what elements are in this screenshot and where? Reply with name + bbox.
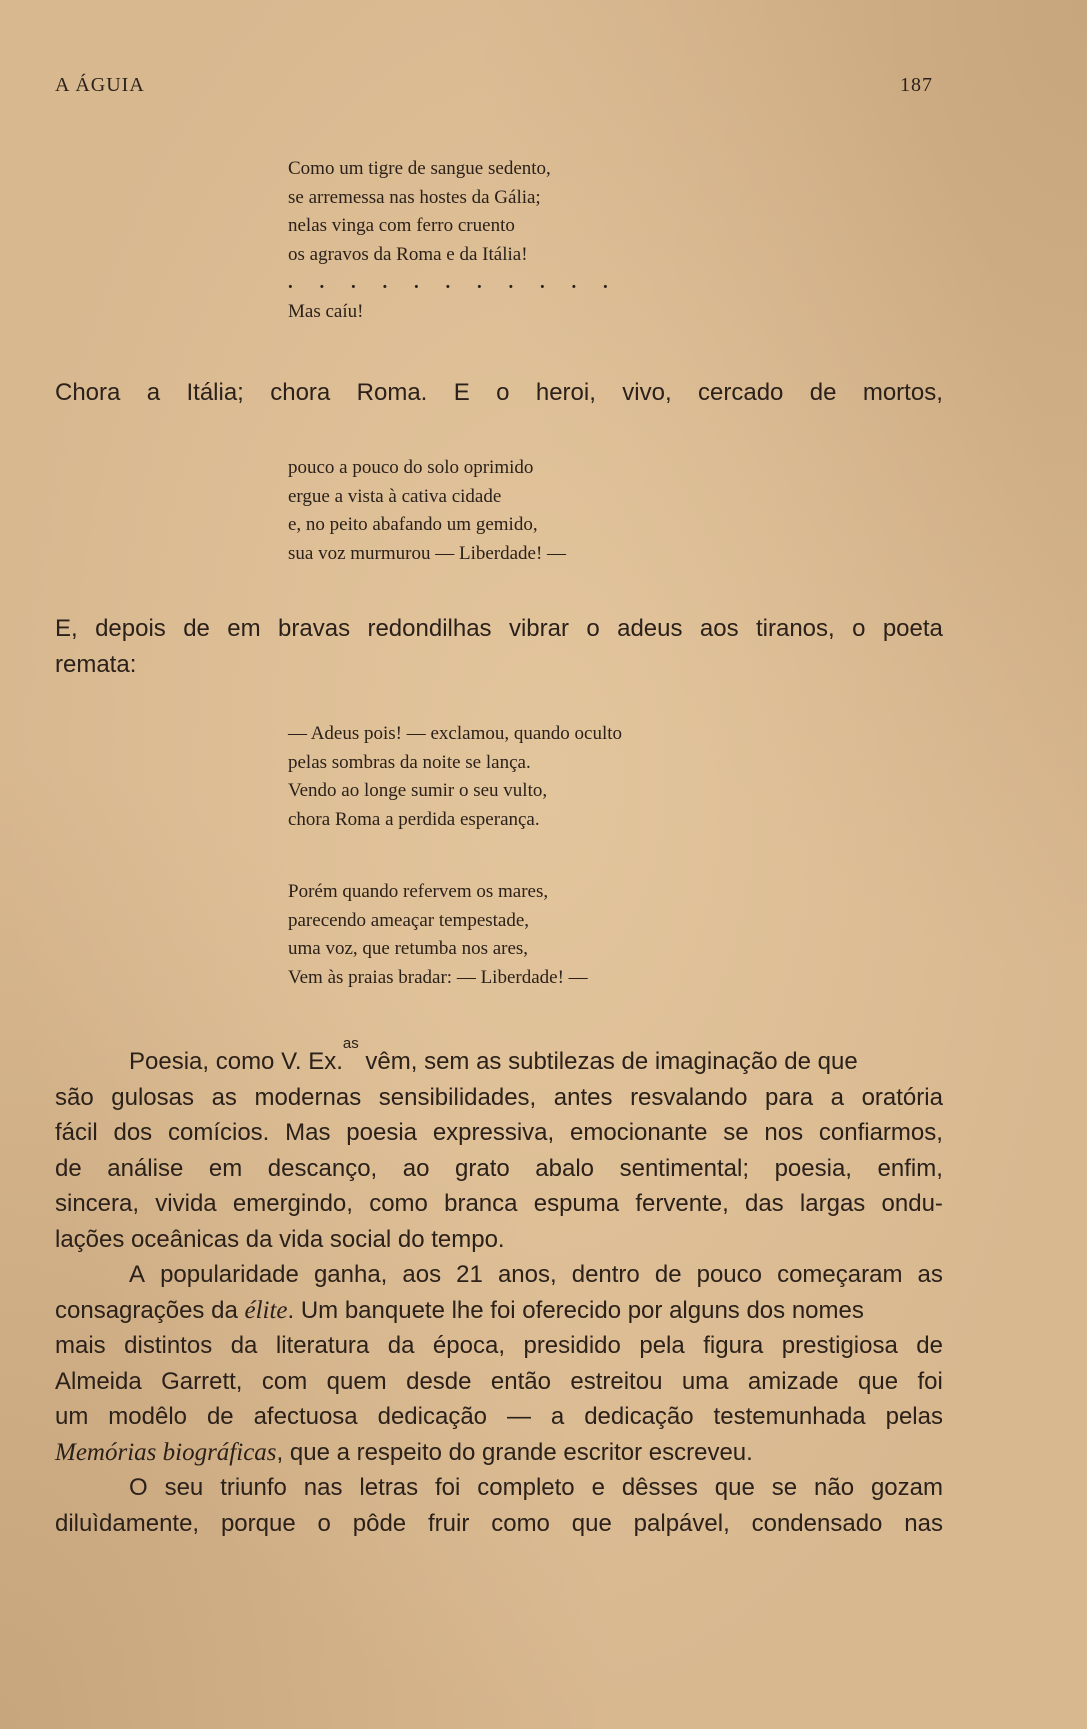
word: de bbox=[809, 379, 837, 406]
word: triunfo bbox=[220, 1474, 287, 1501]
word: estreitou bbox=[570, 1367, 663, 1395]
italic-word: élite bbox=[244, 1296, 288, 1324]
text-run: vêm, sem as subtilezas de imaginação de que bbox=[358, 1048, 858, 1075]
word: pôde bbox=[352, 1509, 407, 1537]
word: pela bbox=[639, 1332, 685, 1359]
text-line bbox=[55, 1222, 943, 1258]
word: de bbox=[55, 1154, 82, 1182]
word: bravas bbox=[278, 615, 351, 642]
text-line bbox=[55, 1293, 943, 1329]
word: condensado bbox=[751, 1509, 883, 1537]
superscript: as bbox=[342, 1035, 359, 1052]
word: figura bbox=[703, 1332, 764, 1359]
text-run: Poesia, como V. Ex. bbox=[129, 1048, 343, 1075]
word: ao bbox=[402, 1154, 430, 1182]
text-run bbox=[129, 1257, 943, 1293]
word: resvalando bbox=[630, 1083, 748, 1111]
word: quem bbox=[326, 1367, 387, 1395]
word: adeus bbox=[617, 615, 683, 642]
text-run: remata: bbox=[55, 650, 137, 678]
journal-title: A ÁGUIA bbox=[55, 74, 145, 96]
text-line bbox=[55, 1151, 943, 1187]
verse-line: Porém quando refervem os mares, bbox=[288, 881, 549, 902]
word: poesia bbox=[346, 1119, 418, 1146]
word: Mas bbox=[285, 1119, 331, 1146]
italic-title: Memórias biográficas bbox=[55, 1438, 277, 1466]
word: expressiva, bbox=[432, 1119, 555, 1146]
word: uma bbox=[681, 1367, 729, 1395]
word: descanço, bbox=[267, 1154, 378, 1182]
word: o bbox=[496, 379, 510, 406]
word: sensibilidades, bbox=[378, 1083, 537, 1111]
word: espuma bbox=[533, 1190, 620, 1217]
prose-line-chora bbox=[55, 375, 943, 411]
word: dedicação bbox=[584, 1403, 694, 1430]
word: gozam bbox=[870, 1474, 943, 1501]
verse-line: Vendo ao longe sumir o seu vulto, bbox=[288, 780, 548, 801]
prose-body bbox=[55, 1035, 943, 1541]
word: dedicação bbox=[377, 1403, 488, 1430]
word: O bbox=[129, 1474, 148, 1501]
word: palpável, bbox=[633, 1509, 730, 1537]
word: cercado bbox=[698, 379, 784, 406]
word: ondu- bbox=[881, 1190, 943, 1217]
word: grato bbox=[455, 1154, 510, 1182]
word: E bbox=[453, 379, 470, 406]
verse-line: uma voz, que retumba nos ares, bbox=[288, 938, 529, 959]
word: Chora bbox=[55, 379, 121, 406]
ellipsis-line: . . . . . . . . . . . bbox=[288, 272, 619, 293]
word: afectuosa bbox=[253, 1403, 358, 1430]
word: mortos, bbox=[862, 379, 943, 406]
text-run bbox=[55, 375, 943, 411]
word: da bbox=[387, 1332, 415, 1359]
word: o bbox=[317, 1509, 331, 1537]
word: amizade bbox=[747, 1367, 839, 1395]
verse-line: Mas caíu! bbox=[288, 300, 364, 322]
word: análise bbox=[107, 1154, 184, 1182]
word: anos, bbox=[497, 1261, 557, 1288]
word: comícios. bbox=[167, 1119, 270, 1146]
text-run bbox=[129, 1470, 943, 1506]
prose-paragraph-remata bbox=[55, 611, 943, 682]
word: de bbox=[654, 1261, 682, 1288]
word: de bbox=[916, 1332, 943, 1359]
word: de bbox=[206, 1403, 234, 1430]
verse-line: Vem às praias bradar: — Liberdade! — bbox=[288, 966, 588, 988]
word: para bbox=[765, 1083, 814, 1111]
text-run: consagrações da bbox=[55, 1296, 245, 1324]
word: — bbox=[506, 1403, 531, 1430]
text-line bbox=[55, 647, 943, 683]
word: um bbox=[55, 1403, 89, 1430]
text-line bbox=[55, 611, 943, 647]
text-run bbox=[55, 1328, 943, 1364]
word: completo bbox=[477, 1474, 575, 1501]
word: o bbox=[852, 615, 866, 642]
word: a bbox=[550, 1403, 565, 1430]
verse-line: sua voz murmurou — Liberdade! — bbox=[288, 542, 567, 564]
word: chora bbox=[270, 379, 331, 406]
word: a bbox=[830, 1083, 845, 1111]
text-run bbox=[55, 1506, 943, 1542]
text-run bbox=[55, 1080, 943, 1116]
word: e bbox=[591, 1474, 605, 1501]
verse-stanza-4 bbox=[288, 878, 588, 992]
word: porque bbox=[220, 1509, 296, 1537]
word: dêsses bbox=[621, 1474, 698, 1501]
text-run: , que a respeito do grande escritor escreveu. bbox=[276, 1438, 753, 1466]
word: aos bbox=[402, 1261, 442, 1288]
word: tiranos, bbox=[755, 615, 835, 642]
verse-line: se arremessa nas hostes da Gália; bbox=[288, 186, 541, 208]
word: desde bbox=[406, 1367, 472, 1395]
word: 21 bbox=[456, 1261, 483, 1288]
word: que bbox=[858, 1367, 899, 1395]
verse-line: pelas sombras da noite se lança. bbox=[288, 751, 531, 773]
word: se bbox=[771, 1474, 798, 1501]
word: Roma. bbox=[356, 379, 428, 406]
word: a bbox=[146, 379, 161, 406]
text-run bbox=[55, 1151, 943, 1187]
word: pouco bbox=[696, 1261, 762, 1288]
word: modernas bbox=[254, 1083, 362, 1111]
verse-line: pouco a pouco do solo oprimido bbox=[288, 457, 534, 478]
word: A bbox=[129, 1261, 146, 1288]
word: se bbox=[723, 1119, 749, 1146]
word: vivo, bbox=[622, 379, 672, 406]
word: oratória bbox=[861, 1083, 943, 1111]
word: da bbox=[230, 1332, 258, 1359]
text-run bbox=[55, 611, 943, 647]
word: das bbox=[744, 1190, 784, 1217]
word: nas bbox=[904, 1509, 943, 1537]
word: diluìdamente, bbox=[55, 1509, 200, 1537]
verse-stanza-2 bbox=[288, 454, 566, 568]
verse-stanza-3 bbox=[288, 720, 622, 834]
word: Itália; bbox=[186, 379, 244, 406]
text-line bbox=[55, 1328, 943, 1364]
word: emocionante bbox=[570, 1119, 708, 1146]
text-line bbox=[55, 1115, 943, 1151]
word: foi bbox=[435, 1474, 461, 1501]
verse-line: parecendo ameaçar tempestade, bbox=[288, 909, 530, 931]
word: dos bbox=[113, 1119, 153, 1146]
word: antes bbox=[553, 1083, 613, 1111]
word: largas bbox=[799, 1190, 866, 1217]
verse-line: e, no peito abafando um gemido, bbox=[288, 514, 538, 535]
word: poeta bbox=[882, 615, 943, 642]
text-line bbox=[55, 1364, 943, 1400]
text-line bbox=[55, 1399, 943, 1435]
word: como bbox=[369, 1190, 428, 1217]
text-line bbox=[55, 1435, 943, 1471]
word: sentimental; bbox=[619, 1154, 749, 1182]
word: Almeida bbox=[55, 1367, 142, 1395]
verse-line: os agravos da Roma e da Itália! bbox=[288, 243, 528, 265]
word: com bbox=[261, 1367, 308, 1395]
word: vibrar bbox=[508, 615, 569, 642]
word: em bbox=[208, 1154, 243, 1182]
word: o bbox=[586, 615, 600, 642]
word: gulosas bbox=[111, 1083, 194, 1111]
word: literatura bbox=[275, 1332, 370, 1359]
word: aos bbox=[699, 615, 739, 642]
word: enfim, bbox=[877, 1154, 943, 1182]
word: como bbox=[491, 1509, 550, 1537]
word: emergindo, bbox=[232, 1190, 353, 1217]
word: mais bbox=[55, 1332, 106, 1359]
word: heroi, bbox=[535, 379, 596, 406]
text-run bbox=[55, 1115, 943, 1151]
word: dentro bbox=[571, 1261, 640, 1288]
word: as bbox=[211, 1083, 237, 1111]
text-run bbox=[55, 1399, 943, 1435]
text-run: lações oceânicas da vida social do tempo. bbox=[55, 1225, 505, 1253]
verse-line: chora Roma a perdida esperança. bbox=[288, 808, 540, 830]
verse-stanza-1 bbox=[288, 155, 619, 326]
word: prestigiosa bbox=[781, 1332, 898, 1359]
page-number: 187 bbox=[900, 74, 933, 96]
text-run: . Um banquete lhe foi oferecido por alguns dos nomes bbox=[287, 1296, 864, 1324]
text-line bbox=[55, 1186, 943, 1222]
word: depois bbox=[95, 615, 166, 642]
word: letras bbox=[359, 1474, 419, 1501]
word: abalo bbox=[535, 1154, 595, 1182]
word: popularidade bbox=[160, 1261, 299, 1288]
word: época, bbox=[432, 1332, 505, 1359]
text-line bbox=[55, 1080, 943, 1116]
word: ganha, bbox=[313, 1261, 388, 1288]
word: as bbox=[917, 1261, 943, 1288]
word: E, bbox=[55, 615, 78, 642]
word: não bbox=[814, 1474, 855, 1501]
verse-line: Como um tigre de sangue sedento, bbox=[288, 158, 551, 179]
word: foi bbox=[917, 1367, 943, 1395]
word: nos bbox=[764, 1119, 804, 1146]
word: redondilhas bbox=[367, 615, 492, 642]
word: poesia, bbox=[774, 1154, 852, 1182]
running-head bbox=[55, 74, 933, 97]
text-line bbox=[55, 1506, 943, 1542]
word: fruir bbox=[428, 1509, 470, 1537]
word: nas bbox=[303, 1474, 343, 1501]
verse-line: ergue a vista à cativa cidade bbox=[288, 485, 502, 507]
word: vivida bbox=[155, 1190, 217, 1217]
word: seu bbox=[164, 1474, 204, 1501]
text-line bbox=[55, 1035, 943, 1080]
word: que bbox=[714, 1474, 755, 1501]
word: distintos bbox=[124, 1332, 213, 1359]
word: branca bbox=[444, 1190, 518, 1217]
verse-line: nelas vinga com ferro cruento bbox=[288, 215, 515, 236]
word: são bbox=[55, 1083, 94, 1111]
word: que bbox=[571, 1509, 612, 1537]
word: sincera, bbox=[55, 1190, 140, 1217]
text-line bbox=[55, 1257, 943, 1293]
word: então bbox=[490, 1367, 551, 1395]
word: fácil bbox=[55, 1119, 98, 1146]
text-line bbox=[55, 375, 943, 411]
word: fervente, bbox=[635, 1190, 729, 1217]
text-line bbox=[55, 1470, 943, 1506]
word: em bbox=[227, 615, 261, 642]
word: Garrett, bbox=[161, 1367, 243, 1395]
word: modêlo bbox=[108, 1403, 187, 1430]
word: de bbox=[183, 615, 210, 642]
text-run bbox=[55, 1364, 943, 1400]
word: confiarmos, bbox=[818, 1119, 943, 1146]
word: presidido bbox=[523, 1332, 621, 1359]
verse-line: — Adeus pois! — exclamou, quando oculto bbox=[288, 723, 623, 744]
word: começaram bbox=[777, 1261, 903, 1288]
word: pelas bbox=[885, 1403, 943, 1430]
word: testemunhada bbox=[713, 1403, 866, 1430]
text-run bbox=[55, 1186, 943, 1222]
